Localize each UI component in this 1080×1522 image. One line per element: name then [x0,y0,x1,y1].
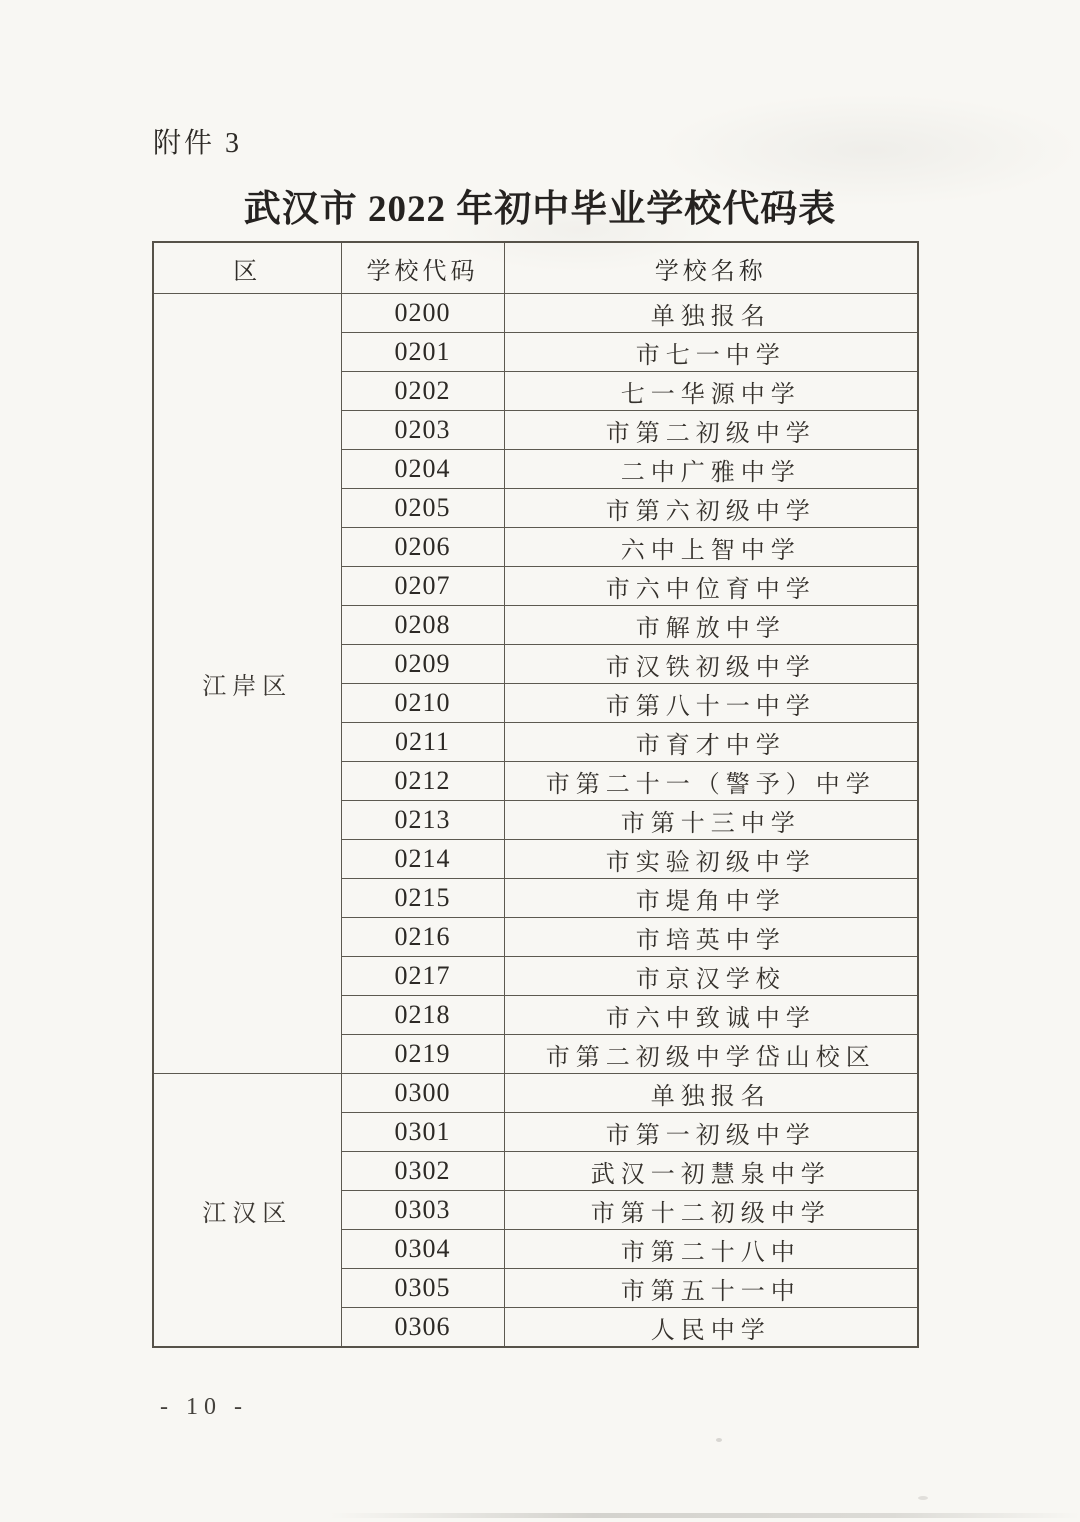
school-name-cell: 单独报名 [504,1074,918,1113]
scan-artifact [716,1438,722,1442]
school-code-cell: 0200 [341,294,504,333]
school-name-cell: 市第一初级中学 [504,1113,918,1152]
school-code-table [152,241,919,1348]
school-code-cell: 0214 [341,840,504,879]
school-name-cell: 市六中位育中学 [504,567,918,606]
school-name-cell: 市京汉学校 [504,957,918,996]
school-code-cell: 0305 [341,1269,504,1308]
header-district: 区 [153,242,341,294]
school-name-cell: 市六中致诚中学 [504,996,918,1035]
school-code-cell: 0208 [341,606,504,645]
school-code-cell: 0218 [341,996,504,1035]
table-header-row [153,242,918,294]
school-name-cell: 市第八十一中学 [504,684,918,723]
school-table-body [153,294,918,1348]
school-name-cell: 市第二十八中 [504,1230,918,1269]
school-name-cell: 二中广雅中学 [504,450,918,489]
school-code-cell: 0213 [341,801,504,840]
school-code-cell: 0302 [341,1152,504,1191]
school-code-cell: 0210 [341,684,504,723]
school-name-cell: 市堤角中学 [504,879,918,918]
school-name-cell: 市第十二初级中学 [504,1191,918,1230]
school-code-cell: 0201 [341,333,504,372]
school-code-cell: 0211 [341,723,504,762]
school-name-cell: 市七一中学 [504,333,918,372]
school-code-cell: 0219 [341,1035,504,1074]
table-row [153,1074,918,1113]
school-code-cell: 0306 [341,1308,504,1348]
school-name-cell: 市汉铁初级中学 [504,645,918,684]
school-code-cell: 0303 [341,1191,504,1230]
page-title: 武汉市 2022 年初中毕业学校代码表 [243,189,837,230]
school-code-cell: 0206 [341,528,504,567]
school-name-cell: 市培英中学 [504,918,918,957]
scan-artifact [330,1513,1080,1518]
school-name-cell: 市第二十一（警予）中学 [504,762,918,801]
school-name-cell: 单独报名 [504,294,918,333]
school-code-cell: 0304 [341,1230,504,1269]
school-name-cell: 市育才中学 [504,723,918,762]
school-code-cell: 0203 [341,411,504,450]
district-cell: 江汉区 [153,1074,341,1348]
school-name-cell: 市第十三中学 [504,801,918,840]
scan-artifact [918,1496,928,1500]
page-number: - 10 - [160,1394,248,1420]
school-code-cell: 0202 [341,372,504,411]
school-name-cell: 市第五十一中 [504,1269,918,1308]
school-code-cell: 0209 [341,645,504,684]
district-cell: 江岸区 [153,294,341,1074]
school-name-cell: 七一华源中学 [504,372,918,411]
attachment-label: 附件 3 [153,128,243,159]
header-school-code: 学校代码 [341,242,504,294]
school-code-cell: 0212 [341,762,504,801]
header-school-name: 学校名称 [504,242,918,294]
school-code-cell: 0204 [341,450,504,489]
school-name-cell: 市实验初级中学 [504,840,918,879]
school-name-cell: 市第六初级中学 [504,489,918,528]
school-name-cell: 人民中学 [504,1308,918,1348]
school-code-cell: 0207 [341,567,504,606]
school-name-cell: 市第二初级中学岱山校区 [504,1035,918,1074]
school-name-cell: 市第二初级中学 [504,411,918,450]
school-code-cell: 0301 [341,1113,504,1152]
school-code-cell: 0300 [341,1074,504,1113]
school-name-cell: 六中上智中学 [504,528,918,567]
school-code-cell: 0205 [341,489,504,528]
school-name-cell: 武汉一初慧泉中学 [504,1152,918,1191]
school-code-cell: 0215 [341,879,504,918]
school-code-cell: 0217 [341,957,504,996]
school-name-cell: 市解放中学 [504,606,918,645]
table-row [153,294,918,333]
school-code-cell: 0216 [341,918,504,957]
